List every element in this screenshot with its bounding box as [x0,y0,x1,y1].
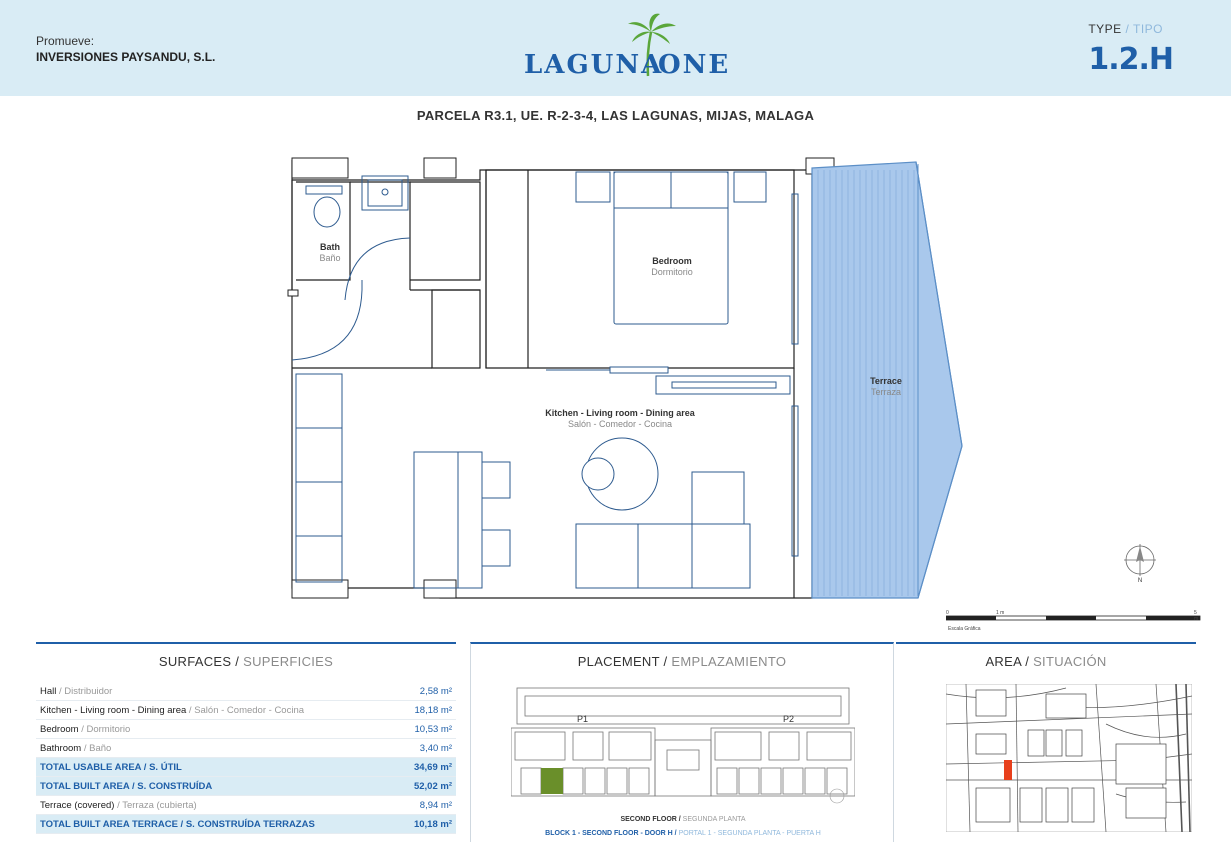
block-caption: BLOCK 1 - SECOND FLOOR - DOOR H / PORTAL 1 - SEGUNDA PLANTA - PUERTA H [545,830,821,837]
area-highlight [1004,760,1012,780]
logo-text-one: ONE [658,50,731,80]
surface-label: Bathroom / Baño [40,742,112,754]
surface-value: 10,18 m² [413,818,452,830]
surface-row [36,796,456,815]
promoter-block [36,33,215,65]
surface-row [36,701,456,720]
compass-label: N [1137,578,1143,584]
room-label-terrace: Terrace Terraza [870,376,902,397]
surfaces-panel [36,642,456,842]
surface-row [36,682,456,701]
placement-plan [511,684,855,812]
placement-panel [470,642,894,842]
scale-five: 5 m [1194,610,1199,622]
scale-bar [946,610,1202,634]
surface-value: 34,69 m² [413,761,452,773]
surface-label: TOTAL BUILT AREA TERRACE / S. CONSTRUÍDA TERRAZAS [40,818,315,830]
surface-row [36,739,456,758]
surface-row [36,758,456,777]
surface-row [36,815,456,834]
surface-value: 8,94 m² [419,799,452,811]
compass-icon [1124,544,1156,576]
page-header [0,0,1231,96]
area-map [946,684,1192,832]
room-label-bedroom: Bedroom Dormitorio [651,256,693,277]
surfaces-table [36,682,456,834]
scale-one: 1 m [996,610,1005,616]
surface-label: Bedroom / Dormitorio [40,723,131,735]
placement-p1: P1 [577,714,589,724]
room-label-living: Kitchen - Living room - Dining area Salón - Comedor - Cocina [545,408,695,429]
logo-text-laguna: LAGUNA [524,50,664,80]
promoter-label: Promueve: [36,34,95,48]
surface-row [36,777,456,796]
type-value: 1.2.H [1088,42,1173,77]
floor-caption: SECOND FLOOR / SEGUNDA PLANTA [620,816,746,823]
type-block [1088,22,1173,77]
promoter-name: INVERSIONES PAYSANDU, S.L. [36,50,216,64]
floor-plan [0,150,1231,640]
surface-row [36,720,456,739]
scale-zero: 0 [946,610,949,616]
type-label: TYPE / TIPO [1088,22,1163,36]
surface-value: 3,40 m² [419,742,452,754]
surface-value: 18,18 m² [414,704,452,716]
placement-p2: P2 [783,714,795,724]
area-panel [896,642,1196,842]
surface-value: 2,58 m² [419,685,452,697]
area-title: AREA / SITUACIÓN [985,654,1107,669]
surface-value: 52,02 m² [413,780,452,792]
surfaces-title: SURFACES / SUPERFICIES [158,654,334,669]
surface-label: Kitchen - Living room - Dining area / Salón - Comedor - Cocina [40,704,305,716]
surface-label: TOTAL USABLE AREA / S. ÚTIL [40,761,182,773]
address-title: PARCELA R3.1, UE. R-2-3-4, LAS LAGUNAS, MIJAS, MALAGA [416,108,815,123]
surface-label: TOTAL BUILT AREA / S. CONSTRUÍDA [40,780,213,792]
placement-title: PLACEMENT / EMPLAZAMIENTO [577,654,787,669]
surface-label: Terrace (covered) / Terraza (cubierta) [40,799,197,811]
apartment-highlight [541,768,563,794]
surface-label: Hall / Distribuidor [40,685,113,697]
laguna-one-logo [520,10,730,80]
scale-caption: Escala Gráfica [948,626,981,632]
floor-plan-drawing [0,150,1231,640]
surface-value: 10,53 m² [414,723,452,735]
room-label-bath: Bath Baño [319,242,341,263]
